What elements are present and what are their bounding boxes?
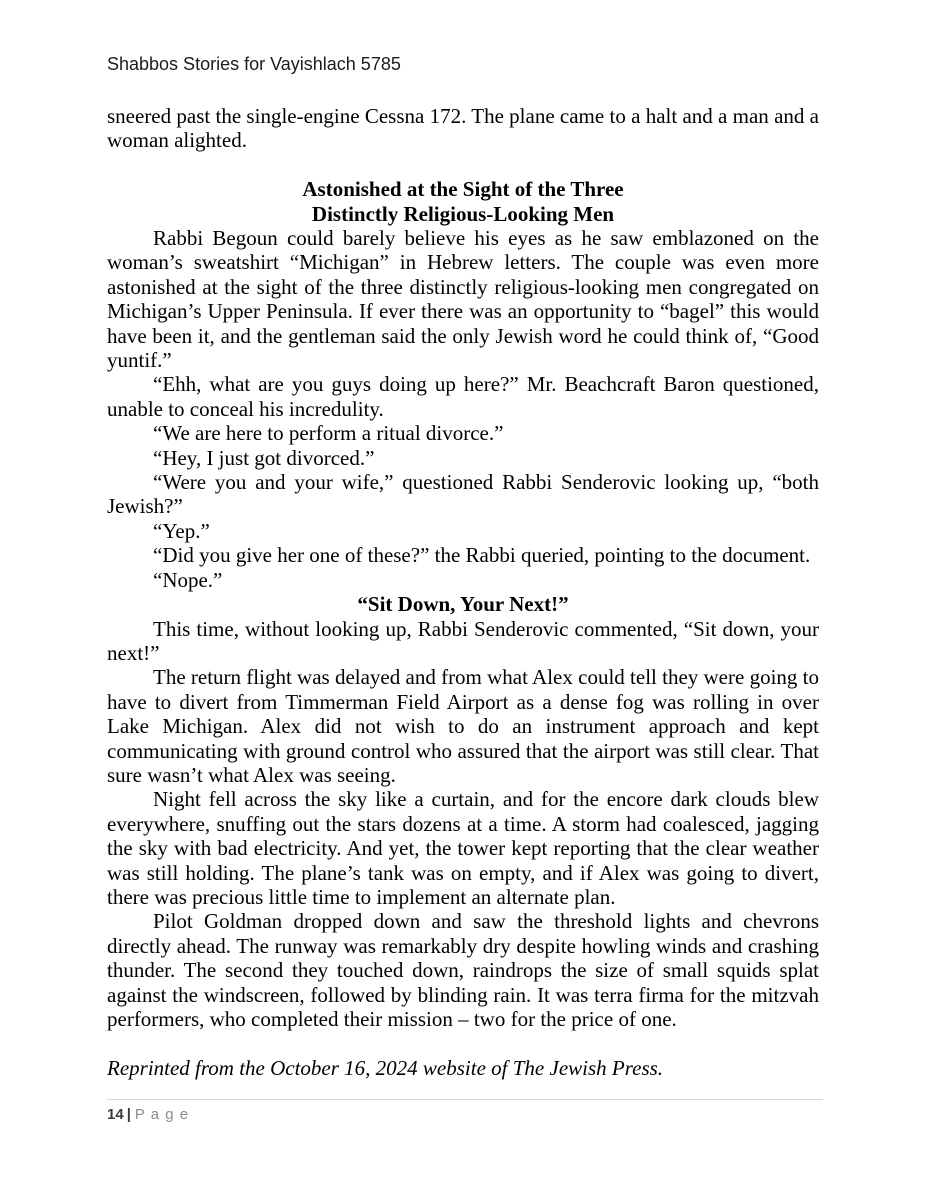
footer-divider bbox=[107, 1099, 823, 1100]
section-heading-sit-down: “Sit Down, Your Next!” bbox=[357, 592, 569, 617]
blank-line bbox=[107, 153, 819, 177]
section-heading-line: Distinctly Religious-Looking Men bbox=[311, 201, 615, 226]
body-paragraph: “Yep.” bbox=[153, 518, 210, 543]
document-header-title: Shabbos Stories for Vayishlach 5785 bbox=[107, 54, 401, 74]
section-heading-astonished bbox=[107, 177, 819, 226]
footer-page-label: P a g e bbox=[134, 1106, 190, 1123]
body-paragraph: Night fell across the sky like a curtain, and for the encore dark clouds blew everywhere, snuffing out the stars dozens at a time. A storm had coalesced, jagging the sky with bad electricity. And yet, the tower kept reporting that the clear weather was still holding. The plane’s tank was on empty, and if Alex was going to divert, there was precious little time to implement an alternate plan. bbox=[107, 787, 819, 909]
body-paragraph: This time, without looking up, Rabbi Senderovic commented, “Sit down, your next!” bbox=[107, 616, 819, 665]
document-footer bbox=[107, 1099, 823, 1123]
body-paragraph: “Were you and your wife,” questioned Rabbi Senderovic looking up, “both Jewish?” bbox=[107, 470, 819, 519]
section-heading-line: Astonished at the Sight of the Three bbox=[302, 177, 624, 202]
attribution-line: Reprinted from the October 16, 2024 website of The Jewish Press. bbox=[107, 1055, 664, 1080]
body-paragraph: “Did you give her one of these?” the Rabbi queried, pointing to the document. bbox=[153, 543, 811, 568]
body-paragraph: “Ehh, what are you guys doing up here?” Mr. Beachcraft Baron questioned, unable to conceal his incredulity. bbox=[107, 372, 819, 421]
footer-page-number: 14 bbox=[107, 1106, 124, 1123]
body-paragraph: Rabbi Begoun could barely believe his eyes as he saw emblazoned on the woman’s sweatshirt “Michigan” in Hebrew letters. The couple was even more astonished at the sight of the three distinctly religious-looking men congregated on Michigan’s Upper Peninsula. If ever there was an opportunity to “bagel” this would have been it, and the gentleman said the only Jewish word he could think of, “Good yuntif.” bbox=[107, 226, 819, 373]
document-header bbox=[107, 53, 819, 75]
body-paragraph: “Nope.” bbox=[153, 567, 223, 592]
body-paragraph: The return flight was delayed and from what Alex could tell they were going to have to divert from Timmerman Field Airport as a dense fog was rolling in over Lake Michigan. Alex did not wish to do an instrument approach and kept communicating with ground control who assured that the airport was still clear. That sure wasn’t what Alex was seeing. bbox=[107, 665, 819, 787]
footer-separator: | bbox=[126, 1106, 131, 1123]
document-body bbox=[107, 104, 819, 1080]
body-paragraph: “We are here to perform a ritual divorce.” bbox=[153, 421, 504, 446]
blank-line bbox=[107, 1031, 819, 1055]
intro-paragraph: sneered past the single-engine Cessna 172. The plane came to a halt and a man and a woman alighted. bbox=[107, 104, 819, 153]
body-paragraph: Pilot Goldman dropped down and saw the threshold lights and chevrons directly ahead. The runway was remarkably dry despite howling winds and crashing thunder. The second they touched down, raindrops the size of small squids splat against the windscreen, followed by blinding rain. It was terra firma for the mitzvah performers, who completed their mission – two for the price of one. bbox=[107, 909, 819, 1032]
body-paragraph: “Hey, I just got divorced.” bbox=[153, 445, 375, 470]
